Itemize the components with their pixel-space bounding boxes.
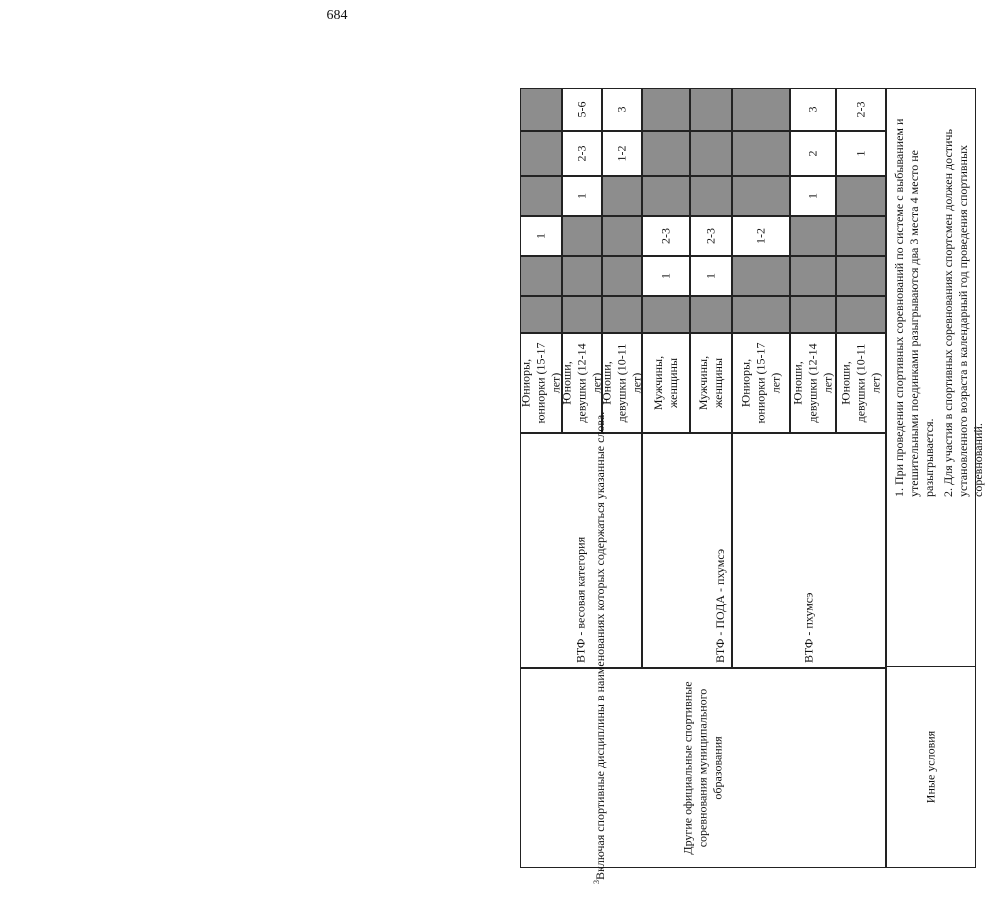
- place-cell: [790, 216, 836, 256]
- place-value: 1-2: [614, 145, 629, 162]
- place-cell: [732, 131, 790, 176]
- age-label: Мужчины, женщины: [696, 355, 725, 411]
- discipline-cell-vtf-poda: [642, 433, 732, 668]
- place-cell: [520, 216, 562, 256]
- place-cell: [642, 131, 690, 176]
- place-cell: [836, 256, 886, 296]
- place-cell: [520, 88, 562, 131]
- place-cell: [562, 88, 602, 131]
- age-label: Юноши, девушки (10-11 лет): [838, 343, 883, 423]
- place-cell: [642, 176, 690, 216]
- place-cell: [642, 216, 690, 256]
- footnote-mark: 3: [592, 880, 601, 884]
- place-value: 1: [805, 193, 820, 199]
- page-number: 684: [326, 8, 348, 23]
- age-cell: [520, 333, 562, 433]
- discipline-label: ВТФ - ПОДА - пхумсэ: [713, 549, 727, 663]
- section-label: Другие официальные спортивные соревнования муниципального образования: [680, 681, 725, 855]
- place-cell: [732, 216, 790, 256]
- place-cell: [642, 88, 690, 131]
- place-cell: [602, 176, 642, 216]
- place-cell: [790, 296, 836, 333]
- place-cell: [690, 256, 732, 296]
- place-value: 2: [805, 150, 820, 157]
- place-cell: [562, 176, 602, 216]
- age-cell: [599, 333, 644, 433]
- conditions-label: Иные условия: [923, 730, 938, 804]
- age-cell: [732, 333, 790, 433]
- place-cell: [836, 176, 886, 216]
- place-cell: [642, 296, 690, 333]
- place-cell: [732, 88, 790, 131]
- age-label: Юноши, девушки (12-14 лет): [559, 343, 604, 423]
- place-cell: [790, 131, 836, 176]
- place-cell: [690, 176, 732, 216]
- section-label-cell: [520, 668, 886, 868]
- place-value: 2-3: [574, 145, 589, 162]
- place-cell: [836, 131, 886, 176]
- age-label: Мужчины, женщины: [651, 355, 680, 411]
- conditions-text: [892, 92, 990, 497]
- age-label: Юноши, девушки (12-14 лет): [790, 343, 835, 423]
- place-cell: [520, 256, 562, 296]
- place-cell: [732, 176, 790, 216]
- place-cell: [790, 88, 836, 131]
- discipline-label: ВТФ - весовая категория: [573, 536, 588, 663]
- requirements-table: [518, 88, 985, 868]
- place-cell: [520, 296, 562, 333]
- place-cell: [836, 296, 886, 333]
- conditions-label-cell: [887, 666, 975, 867]
- place-cell: [602, 131, 642, 176]
- place-value: 1: [533, 233, 548, 239]
- place-cell: [562, 131, 602, 176]
- place-cell: [690, 131, 732, 176]
- place-value: 1-2: [753, 228, 768, 244]
- place-cell: [790, 256, 836, 296]
- place-cell: [642, 256, 690, 296]
- rotated-table-region: [518, 88, 985, 868]
- discipline-cell-vtf-pkhumse: [732, 433, 886, 668]
- place-cell: [690, 216, 732, 256]
- place-cell: [836, 88, 886, 131]
- place-value: 5-6: [574, 101, 589, 118]
- place-cell: [690, 88, 732, 131]
- place-cell: [562, 216, 602, 256]
- age-cell: [690, 333, 732, 433]
- place-value: 2-3: [703, 228, 718, 244]
- place-cell: [602, 88, 642, 131]
- place-value: 1: [853, 150, 868, 157]
- conditions-row: [886, 88, 985, 868]
- place-value: 3: [614, 106, 629, 113]
- discipline-cell-vtf-weight: [520, 433, 642, 668]
- place-cell: [690, 296, 732, 333]
- place-cell: [602, 216, 642, 256]
- age-cell: [836, 333, 886, 433]
- discipline-label: ВТФ - пхумсэ: [801, 592, 816, 663]
- place-value: 2-3: [853, 101, 868, 118]
- place-cell: [520, 176, 562, 216]
- place-cell: [520, 131, 562, 176]
- place-cell: [602, 296, 642, 333]
- age-cell: [790, 333, 836, 433]
- condition-1: 1. При проведении спортивных соревнований по системе с выбыванием и утешительными поединками разыгрываются два 3 места 4 место не разыгрывается.: [892, 118, 936, 497]
- age-label: Юниоры, юниорки (15-17 лет): [738, 342, 783, 424]
- place-cell: [836, 216, 886, 256]
- place-value: 2-3: [658, 228, 673, 244]
- place-cell: [790, 176, 836, 216]
- place-value: 3: [805, 106, 820, 113]
- place-value: 1: [658, 273, 673, 279]
- footnote: [592, 284, 608, 884]
- place-cell: [732, 256, 790, 296]
- condition-2: 2. Для участия в спортивных соревнованиях спортсмен должен достичь установленного возраста в календарный год проведения спортивных соревнований.: [941, 129, 985, 497]
- age-label: Юноши, девушки (10-11 лет): [599, 343, 644, 423]
- place-cell: [602, 256, 642, 296]
- age-cell: [642, 333, 690, 433]
- age-label: Юниоры, юниорки (15-17 лет): [518, 342, 563, 424]
- place-cell: [732, 296, 790, 333]
- footnote-text: Включая спортивные дисциплины в наименованиях которых содержаться указанные слова.: [593, 411, 607, 880]
- place-value: 1: [574, 193, 589, 199]
- place-value: 1: [703, 273, 718, 279]
